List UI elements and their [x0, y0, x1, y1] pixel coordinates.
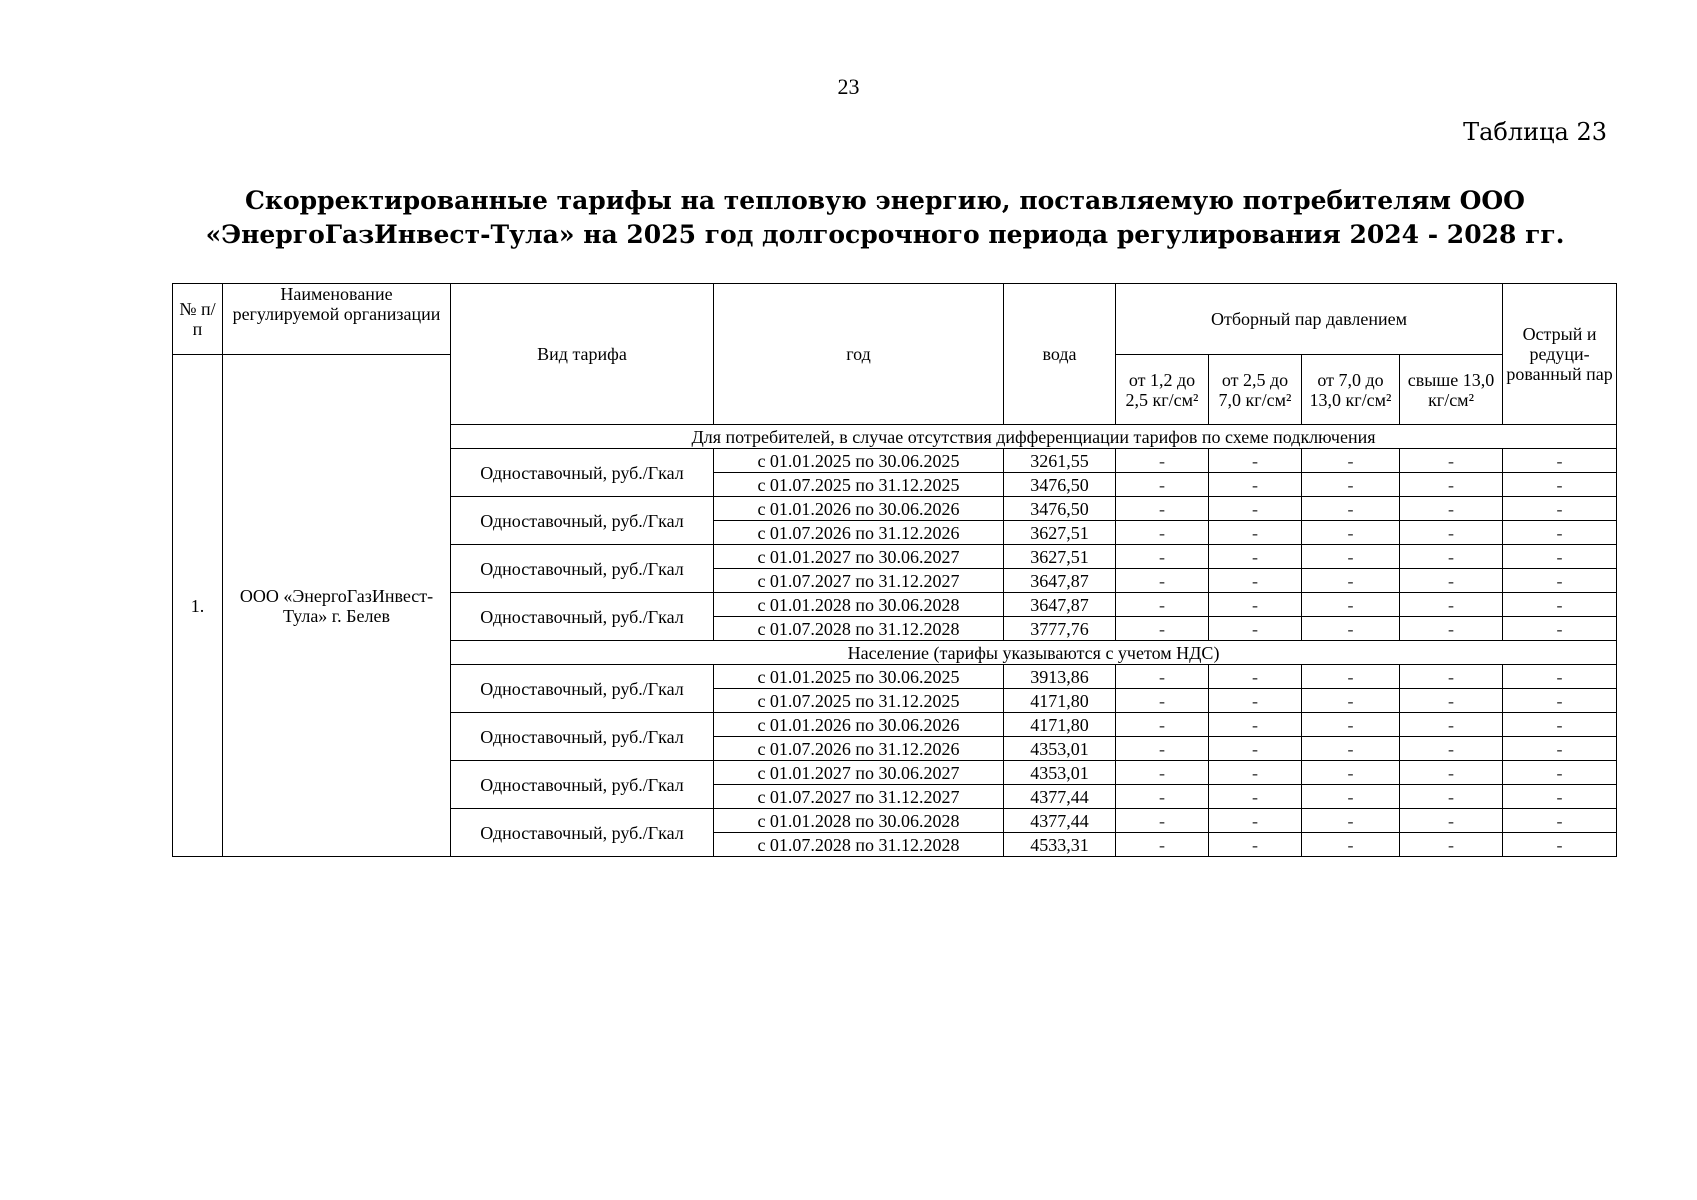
- header-pressure-1: от 1,2 до 2,5 кг/см²: [1116, 355, 1209, 425]
- period-cell: с 01.07.2025 по 31.12.2025: [714, 473, 1004, 497]
- tariff-type-cell: Одноставочный, руб./Гкал: [451, 713, 714, 761]
- empty-value-cell: -: [1302, 809, 1400, 833]
- water-value-cell: 4377,44: [1004, 809, 1116, 833]
- period-cell: с 01.01.2028 по 30.06.2028: [714, 809, 1004, 833]
- empty-value-cell: -: [1503, 545, 1617, 569]
- empty-value-cell: -: [1503, 665, 1617, 689]
- empty-value-cell: -: [1116, 761, 1209, 785]
- empty-value-cell: -: [1116, 713, 1209, 737]
- empty-value-cell: -: [1302, 785, 1400, 809]
- header-selected-steam: Отборный пар давлением: [1116, 284, 1503, 355]
- empty-value-cell: -: [1400, 449, 1503, 473]
- water-value-cell: 4353,01: [1004, 737, 1116, 761]
- header-row-1: [173, 284, 1617, 355]
- page-number: 23: [837, 74, 860, 99]
- water-value-cell: 4377,44: [1004, 785, 1116, 809]
- tariff-type-cell: Одноставочный, руб./Гкал: [451, 761, 714, 809]
- empty-value-cell: -: [1302, 521, 1400, 545]
- empty-value-cell: -: [1302, 449, 1400, 473]
- tariff-type-cell: Одноставочный, руб./Гкал: [451, 497, 714, 545]
- empty-value-cell: -: [1400, 689, 1503, 713]
- empty-value-cell: -: [1302, 833, 1400, 857]
- water-value-cell: 3627,51: [1004, 545, 1116, 569]
- empty-value-cell: -: [1400, 569, 1503, 593]
- empty-value-cell: -: [1209, 473, 1302, 497]
- empty-value-cell: -: [1209, 449, 1302, 473]
- empty-value-cell: -: [1209, 593, 1302, 617]
- header-water: вода: [1004, 284, 1116, 425]
- empty-value-cell: -: [1209, 497, 1302, 521]
- period-cell: с 01.01.2025 по 30.06.2025: [714, 449, 1004, 473]
- empty-value-cell: -: [1302, 473, 1400, 497]
- empty-value-cell: -: [1302, 545, 1400, 569]
- empty-value-cell: -: [1503, 449, 1617, 473]
- water-value-cell: 4353,01: [1004, 761, 1116, 785]
- empty-value-cell: -: [1503, 497, 1617, 521]
- water-value-cell: 3476,50: [1004, 497, 1116, 521]
- empty-value-cell: -: [1116, 785, 1209, 809]
- empty-value-cell: -: [1400, 545, 1503, 569]
- period-cell: с 01.01.2028 по 30.06.2028: [714, 593, 1004, 617]
- empty-value-cell: -: [1116, 665, 1209, 689]
- empty-value-cell: -: [1503, 569, 1617, 593]
- water-value-cell: 3777,76: [1004, 617, 1116, 641]
- period-cell: с 01.01.2027 по 30.06.2027: [714, 761, 1004, 785]
- section-title: Население (тарифы указываются с учетом НДС): [451, 641, 1617, 665]
- empty-value-cell: -: [1209, 833, 1302, 857]
- empty-value-cell: -: [1302, 593, 1400, 617]
- empty-value-cell: -: [1400, 521, 1503, 545]
- period-cell: с 01.07.2027 по 31.12.2027: [714, 785, 1004, 809]
- organization-name: ООО «ЭнергоГазИнвест-Тула» г. Белев: [223, 355, 451, 857]
- tariff-type-cell: Одноставочный, руб./Гкал: [451, 593, 714, 641]
- water-value-cell: 3647,87: [1004, 569, 1116, 593]
- empty-value-cell: -: [1503, 689, 1617, 713]
- empty-value-cell: -: [1400, 809, 1503, 833]
- period-cell: с 01.07.2026 по 31.12.2026: [714, 737, 1004, 761]
- period-cell: с 01.07.2028 по 31.12.2028: [714, 833, 1004, 857]
- period-cell: с 01.01.2027 по 30.06.2027: [714, 545, 1004, 569]
- empty-value-cell: -: [1503, 785, 1617, 809]
- empty-value-cell: -: [1209, 521, 1302, 545]
- empty-value-cell: -: [1116, 737, 1209, 761]
- empty-value-cell: -: [1503, 713, 1617, 737]
- empty-value-cell: -: [1302, 713, 1400, 737]
- header-pressure-2: от 2,5 до 7,0 кг/см²: [1209, 355, 1302, 425]
- water-value-cell: 3627,51: [1004, 521, 1116, 545]
- empty-value-cell: -: [1302, 761, 1400, 785]
- empty-value-cell: -: [1209, 569, 1302, 593]
- header-year: год: [714, 284, 1004, 425]
- empty-value-cell: -: [1116, 617, 1209, 641]
- empty-value-cell: -: [1503, 521, 1617, 545]
- empty-value-cell: -: [1116, 833, 1209, 857]
- empty-value-cell: -: [1116, 473, 1209, 497]
- water-value-cell: 3261,55: [1004, 449, 1116, 473]
- empty-value-cell: -: [1400, 473, 1503, 497]
- empty-value-cell: -: [1503, 833, 1617, 857]
- empty-value-cell: -: [1503, 809, 1617, 833]
- water-value-cell: 4171,80: [1004, 689, 1116, 713]
- row-number: 1.: [173, 355, 223, 857]
- empty-value-cell: -: [1209, 689, 1302, 713]
- empty-value-cell: -: [1116, 689, 1209, 713]
- empty-value-cell: -: [1400, 761, 1503, 785]
- empty-value-cell: -: [1400, 785, 1503, 809]
- empty-value-cell: -: [1116, 809, 1209, 833]
- empty-value-cell: -: [1400, 497, 1503, 521]
- period-cell: с 01.01.2026 по 30.06.2026: [714, 713, 1004, 737]
- document-title: Скорректированные тарифы на тепловую энергию, поставляемую потребителям ООО «ЭнергоГазИнвест-Тула» на 2025 год долгосрочного периода регулирования 2024 - 2028 гг.: [205, 186, 1565, 249]
- empty-value-cell: -: [1209, 617, 1302, 641]
- section-title: Для потребителей, в случае отсутствия дифференциации тарифов по схеме подключения: [451, 425, 1617, 449]
- empty-value-cell: -: [1302, 737, 1400, 761]
- empty-value-cell: -: [1209, 545, 1302, 569]
- empty-value-cell: -: [1503, 761, 1617, 785]
- header-pressure-3: от 7,0 до 13,0 кг/см²: [1302, 355, 1400, 425]
- header-tariff-type: Вид тарифа: [451, 284, 714, 425]
- period-cell: с 01.01.2026 по 30.06.2026: [714, 497, 1004, 521]
- empty-value-cell: -: [1400, 665, 1503, 689]
- period-cell: с 01.07.2025 по 31.12.2025: [714, 689, 1004, 713]
- period-cell: с 01.07.2028 по 31.12.2028: [714, 617, 1004, 641]
- empty-value-cell: -: [1209, 737, 1302, 761]
- empty-value-cell: -: [1400, 833, 1503, 857]
- tariff-type-cell: Одноставочный, руб./Гкал: [451, 449, 714, 497]
- water-value-cell: 3476,50: [1004, 473, 1116, 497]
- header-num: № п/п: [173, 284, 223, 355]
- tariff-type-cell: Одноставочный, руб./Гкал: [451, 545, 714, 593]
- header-pressure-4: свыше 13,0 кг/см²: [1400, 355, 1503, 425]
- empty-value-cell: -: [1302, 569, 1400, 593]
- empty-value-cell: -: [1302, 497, 1400, 521]
- empty-value-cell: -: [1116, 521, 1209, 545]
- empty-value-cell: -: [1302, 689, 1400, 713]
- empty-value-cell: -: [1209, 761, 1302, 785]
- empty-value-cell: -: [1503, 737, 1617, 761]
- empty-value-cell: -: [1302, 617, 1400, 641]
- water-value-cell: 3647,87: [1004, 593, 1116, 617]
- tariff-type-cell: Одноставочный, руб./Гкал: [451, 809, 714, 857]
- table-label: Таблица 23: [1463, 118, 1607, 146]
- empty-value-cell: -: [1209, 785, 1302, 809]
- empty-value-cell: -: [1302, 665, 1400, 689]
- period-cell: с 01.01.2025 по 30.06.2025: [714, 665, 1004, 689]
- empty-value-cell: -: [1503, 473, 1617, 497]
- period-cell: с 01.07.2026 по 31.12.2026: [714, 521, 1004, 545]
- tariff-type-cell: Одноставочный, руб./Гкал: [451, 665, 714, 713]
- empty-value-cell: -: [1400, 737, 1503, 761]
- empty-value-cell: -: [1503, 593, 1617, 617]
- header-org: Наименование регулируемой организации: [223, 284, 451, 355]
- empty-value-cell: -: [1116, 569, 1209, 593]
- empty-value-cell: -: [1209, 809, 1302, 833]
- tariff-table: [172, 283, 1617, 857]
- water-value-cell: 3913,86: [1004, 665, 1116, 689]
- table-body: [173, 284, 1617, 857]
- water-value-cell: 4533,31: [1004, 833, 1116, 857]
- header-sharp-steam: Острый и редуци-рованный пар: [1503, 284, 1617, 425]
- empty-value-cell: -: [1116, 449, 1209, 473]
- empty-value-cell: -: [1116, 593, 1209, 617]
- empty-value-cell: -: [1400, 593, 1503, 617]
- empty-value-cell: -: [1400, 713, 1503, 737]
- empty-value-cell: -: [1116, 497, 1209, 521]
- period-cell: с 01.07.2027 по 31.12.2027: [714, 569, 1004, 593]
- empty-value-cell: -: [1503, 617, 1617, 641]
- empty-value-cell: -: [1209, 665, 1302, 689]
- water-value-cell: 4171,80: [1004, 713, 1116, 737]
- empty-value-cell: -: [1116, 545, 1209, 569]
- empty-value-cell: -: [1209, 713, 1302, 737]
- empty-value-cell: -: [1400, 617, 1503, 641]
